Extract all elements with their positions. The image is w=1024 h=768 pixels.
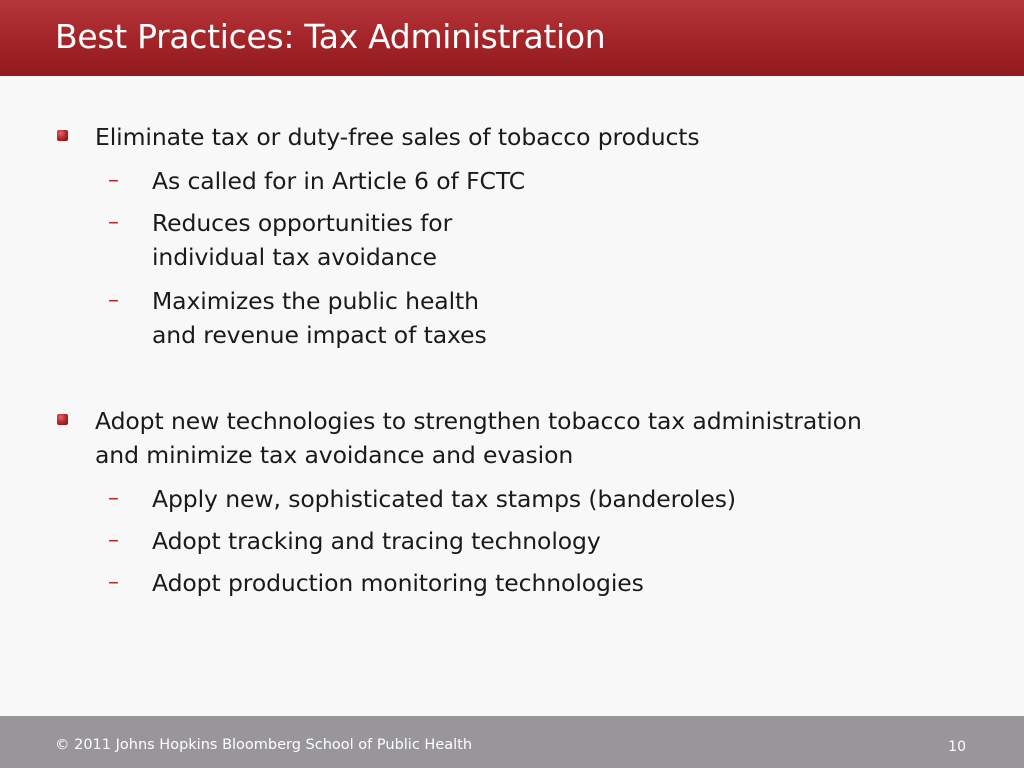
bullet-1-line-1: Eliminate tax or duty-free sales of tobacco products <box>95 123 700 151</box>
bullet-1-text <box>95 120 700 154</box>
sub-bullet-1-3 <box>152 284 487 352</box>
dash-marker-icon: – <box>108 486 119 511</box>
page-number: 10 <box>948 739 966 755</box>
sub-bullet-2-2-line-1: Adopt tracking and tracing technology <box>152 527 601 555</box>
sub-bullet-1-1 <box>152 164 525 198</box>
dash-marker-icon: – <box>108 570 119 595</box>
bullet-2-line-2: and minimize tax avoidance and evasion <box>95 441 574 469</box>
dash-marker-icon: – <box>108 528 119 553</box>
sub-bullet-2-3 <box>152 566 644 600</box>
dash-marker-icon: – <box>108 168 119 193</box>
dash-marker-icon: – <box>108 210 119 235</box>
bullet-marker-icon <box>57 414 68 425</box>
sub-bullet-1-3-line-2: and revenue impact of taxes <box>152 321 487 349</box>
sub-bullet-2-2 <box>152 524 601 558</box>
footer-copyright: © 2011 Johns Hopkins Bloomberg School of Public Health <box>55 737 473 753</box>
bullet-2-line-1: Adopt new technologies to strengthen tobacco tax administration <box>95 407 862 435</box>
slide-title: Best Practices: Tax Administration <box>55 17 606 56</box>
sub-bullet-1-1-line-1: As called for in Article 6 of FCTC <box>152 167 526 195</box>
dash-marker-icon: – <box>108 288 119 313</box>
sub-bullet-2-1-line-1: Apply new, sophisticated tax stamps (banderoles) <box>152 485 736 513</box>
bullet-marker-icon <box>57 130 68 141</box>
sub-bullet-1-2 <box>152 206 452 274</box>
sub-bullet-2-1 <box>152 482 736 516</box>
sub-bullet-1-3-line-1: Maximizes the public health <box>152 287 479 315</box>
sub-bullet-1-2-line-1: Reduces opportunities for <box>152 209 453 237</box>
bullet-2-text <box>95 404 862 472</box>
sub-bullet-1-2-line-2: individual tax avoidance <box>152 243 437 271</box>
sub-bullet-2-3-line-1: Adopt production monitoring technologies <box>152 569 644 597</box>
